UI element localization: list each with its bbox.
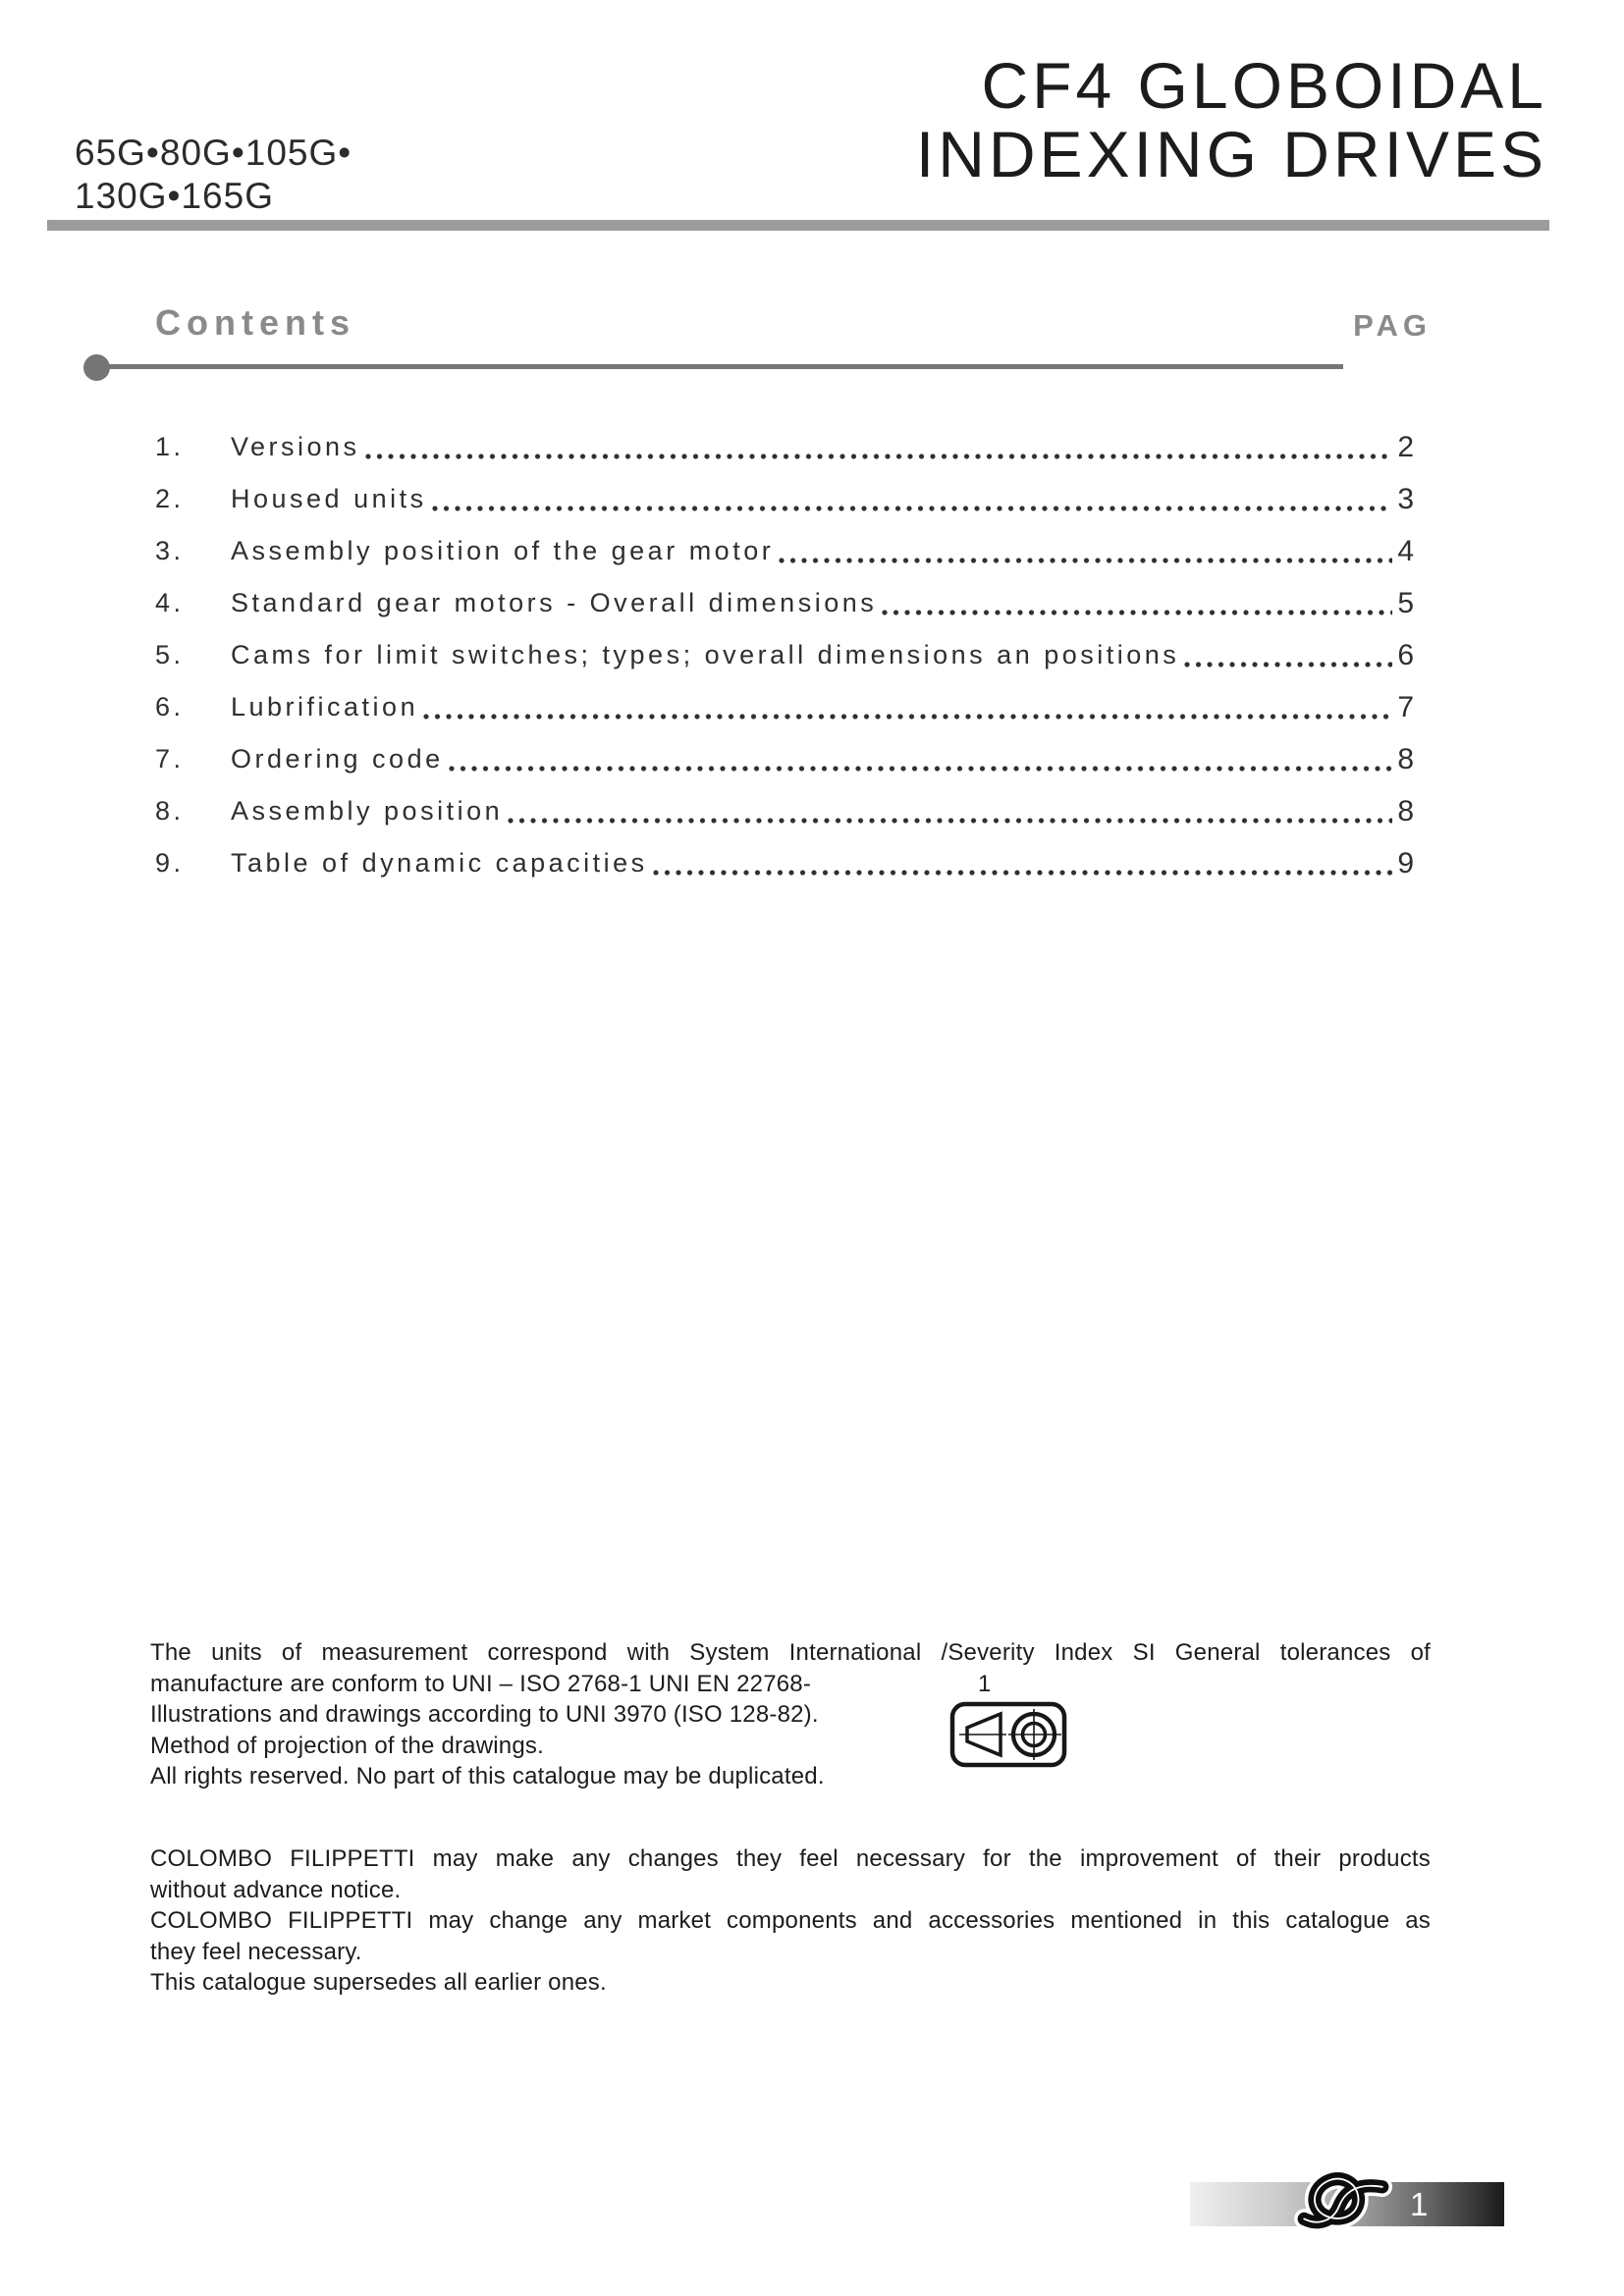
toc-number: 8. bbox=[155, 796, 185, 826]
toc-page-number: 3 bbox=[1397, 482, 1414, 515]
toc-number: 9. bbox=[155, 848, 185, 878]
toc-row-assembly-position-gear-motor bbox=[155, 525, 1414, 577]
toc-dot-leader bbox=[779, 558, 1392, 563]
note-line: they feel necessary. bbox=[150, 1938, 362, 1965]
page-title-line1: CF4 GLOBOIDAL bbox=[981, 49, 1547, 122]
note-line: This catalogue supersedes all earlier ones. bbox=[150, 1969, 607, 1996]
toc-row-standard-gear-motors bbox=[155, 577, 1414, 629]
toc-dot-leader bbox=[423, 714, 1392, 720]
notes-paragraph-disclaimer bbox=[150, 1843, 1431, 1999]
footer-page-number: 1 bbox=[1410, 2186, 1429, 2222]
toc-page-number: 2 bbox=[1397, 430, 1414, 463]
toc-page-number: 4 bbox=[1397, 534, 1414, 567]
toc-dot-leader bbox=[449, 766, 1393, 772]
note-line-text: manufacture are conform to UNI – ISO 2768-1 UNI EN 22768- bbox=[150, 1670, 812, 1697]
contents-rule-line bbox=[97, 364, 1343, 369]
toc-page-number: 8 bbox=[1397, 742, 1414, 775]
note-line: Method of projection of the drawings. bbox=[150, 1732, 544, 1759]
toc-row-table-dynamic-capacities bbox=[155, 837, 1414, 889]
toc-page-number: 7 bbox=[1397, 690, 1414, 723]
toc-row-lubrification bbox=[155, 681, 1414, 733]
toc-label: Assembly position bbox=[231, 796, 504, 826]
toc-number: 6. bbox=[155, 692, 185, 721]
toc-dot-leader bbox=[365, 454, 1393, 459]
note-line: All rights reserved. No part of this catalogue may be duplicated. bbox=[150, 1763, 825, 1789]
toc-number: 4. bbox=[155, 588, 185, 617]
toc-row-ordering-code bbox=[155, 733, 1414, 785]
toc-number: 7. bbox=[155, 744, 185, 774]
note-line: without advance notice. bbox=[150, 1876, 402, 1903]
toc-number: 5. bbox=[155, 640, 185, 669]
toc-dot-leader bbox=[508, 818, 1392, 824]
toc-row-assembly-position bbox=[155, 785, 1414, 837]
toc-dot-leader bbox=[653, 870, 1393, 876]
toc-row-housed-units bbox=[155, 473, 1414, 525]
toc-label: Housed units bbox=[231, 484, 427, 513]
toc-label: Table of dynamic capacities bbox=[231, 848, 648, 878]
page-column-label: PAG bbox=[1353, 308, 1432, 343]
note-line: Illustrations and drawings according to UNI 3970 (ISO 128-82). bbox=[150, 1701, 819, 1728]
toc-page-number: 9 bbox=[1397, 846, 1414, 880]
header-model-codes-line2: 130G•165G bbox=[75, 176, 274, 216]
toc-page-number: 5 bbox=[1397, 586, 1414, 619]
note-line bbox=[150, 1669, 1431, 1700]
toc-number: 3. bbox=[155, 536, 185, 565]
toc-label: Versions bbox=[231, 432, 360, 461]
contents-heading: Contents bbox=[155, 302, 355, 343]
toc-number: 2. bbox=[155, 484, 185, 513]
toc-number: 1. bbox=[155, 432, 185, 461]
toc-page-number: 6 bbox=[1397, 638, 1414, 671]
toc-page-number: 8 bbox=[1397, 794, 1414, 828]
toc-label: Lubrification bbox=[231, 692, 419, 721]
header-rule-bar bbox=[47, 220, 1549, 231]
toc-row-versions bbox=[155, 421, 1414, 473]
page-title bbox=[916, 51, 1547, 188]
note-line: COLOMBO FILIPPETTI may change any market components and accessories mentioned in this catalogue as bbox=[150, 1907, 1431, 1934]
page-title-line2: INDEXING DRIVES bbox=[915, 118, 1547, 190]
note-line: The units of measurement correspond with System International /Severity Index SI General tolerances of bbox=[150, 1639, 1431, 1666]
toc-dot-leader bbox=[882, 610, 1392, 615]
toc-label: Standard gear motors - Overall dimensions bbox=[231, 588, 878, 617]
first-angle-projection-icon bbox=[949, 1701, 1067, 1768]
header-model-codes bbox=[75, 132, 352, 218]
brand-logo-knot-icon bbox=[1292, 2163, 1392, 2231]
notes-paragraph-standards bbox=[150, 1637, 1431, 1792]
note-line: COLOMBO FILIPPETTI may make any changes they feel necessary for the improvement of their products bbox=[150, 1845, 1431, 1872]
toc-row-cams-limit-switches bbox=[155, 629, 1414, 681]
toc-dot-leader bbox=[1184, 662, 1392, 667]
toc-dot-leader bbox=[432, 506, 1393, 511]
toc-label: Ordering code bbox=[231, 744, 444, 774]
toc-list bbox=[155, 421, 1414, 889]
toc-label: Cams for limit switches; types; overall dimensions an positions bbox=[231, 640, 1180, 669]
toc-label: Assembly position of the gear motor bbox=[231, 536, 775, 565]
header-model-codes-line1: 65G•80G•105G• bbox=[75, 133, 352, 173]
note-line-tail: 1 bbox=[978, 1670, 992, 1697]
